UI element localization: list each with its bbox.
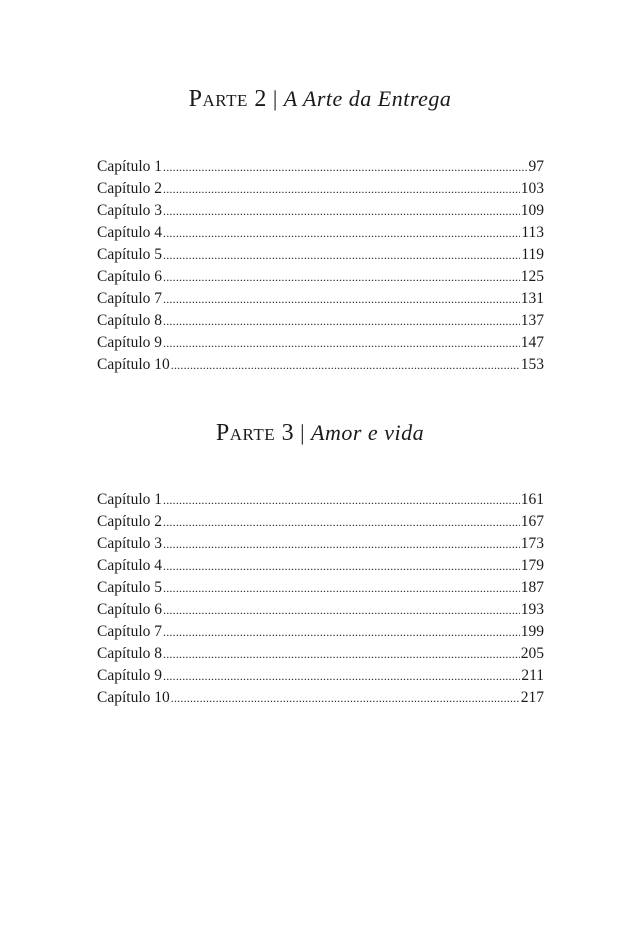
page-number: 113 xyxy=(521,224,544,241)
chapter-name: Capítulo 8 xyxy=(97,645,163,662)
dot-leader xyxy=(163,665,520,687)
page-number: 193 xyxy=(520,601,544,618)
dot-leader xyxy=(163,178,520,200)
toc-entry xyxy=(97,621,544,643)
chapter-name: Capítulo 6 xyxy=(97,268,163,285)
toc-entry xyxy=(97,244,544,266)
page-number: 161 xyxy=(520,491,544,508)
page-number: 103 xyxy=(520,180,544,197)
part-2-contents xyxy=(97,156,544,376)
part-subtitle: Amor e vida xyxy=(311,420,425,445)
dot-leader xyxy=(163,599,520,621)
toc-entry xyxy=(97,156,544,178)
dot-leader xyxy=(163,266,520,288)
part-label: Parte 3 xyxy=(215,420,295,446)
dot-leader xyxy=(163,222,520,244)
dot-leader xyxy=(163,621,520,643)
page-number: 109 xyxy=(520,202,544,219)
dot-leader xyxy=(163,511,520,533)
part-3-contents xyxy=(97,489,544,709)
part-label: Parte 2 xyxy=(188,86,267,112)
toc-entry xyxy=(97,599,544,621)
page-number: 179 xyxy=(520,557,544,574)
chapter-name: Capítulo 1 xyxy=(97,491,163,508)
chapter-name: Capítulo 3 xyxy=(97,202,163,219)
dot-leader xyxy=(163,288,520,310)
toc-entry xyxy=(97,200,544,222)
chapter-name: Capítulo 10 xyxy=(97,689,170,706)
toc-entry xyxy=(97,687,544,709)
dot-leader xyxy=(163,332,520,354)
toc-entry xyxy=(97,665,544,687)
chapter-name: Capítulo 9 xyxy=(97,334,163,351)
toc-entry xyxy=(97,511,544,533)
chapter-name: Capítulo 2 xyxy=(97,180,163,197)
toc-entry xyxy=(97,310,544,332)
page-number: 137 xyxy=(520,312,544,329)
toc-entry xyxy=(97,288,544,310)
chapter-name: Capítulo 2 xyxy=(97,513,163,530)
dot-leader xyxy=(163,533,520,555)
chapter-name: Capítulo 5 xyxy=(97,579,163,596)
dot-leader xyxy=(163,577,520,599)
part-subtitle: A Arte da Entrega xyxy=(283,86,452,111)
part-separator: | xyxy=(272,86,278,111)
dot-leader xyxy=(163,244,520,266)
page-number: 131 xyxy=(520,290,544,307)
toc-entry xyxy=(97,332,544,354)
dot-leader xyxy=(171,687,520,709)
toc-entry xyxy=(97,555,544,577)
toc-entry xyxy=(97,533,544,555)
page-number: 167 xyxy=(520,513,544,530)
chapter-name: Capítulo 7 xyxy=(97,290,163,307)
dot-leader xyxy=(163,555,520,577)
page-number: 125 xyxy=(520,268,544,285)
chapter-name: Capítulo 6 xyxy=(97,601,163,618)
page-number: 205 xyxy=(520,645,544,662)
chapter-name: Capítulo 7 xyxy=(97,623,163,640)
chapter-name: Capítulo 3 xyxy=(97,535,163,552)
toc-entry xyxy=(97,489,544,511)
toc-entry xyxy=(97,577,544,599)
toc-entry xyxy=(97,178,544,200)
chapter-name: Capítulo 5 xyxy=(97,246,163,263)
part-separator: | xyxy=(300,420,306,445)
page-number: 199 xyxy=(520,623,544,640)
dot-leader xyxy=(163,310,520,332)
chapter-name: Capítulo 4 xyxy=(97,557,163,574)
page-number: 119 xyxy=(521,246,544,263)
page-number: 211 xyxy=(521,667,544,684)
toc-entry xyxy=(97,354,544,376)
toc-entry xyxy=(97,643,544,665)
page-number: 97 xyxy=(528,158,544,175)
page-number: 187 xyxy=(520,579,544,596)
dot-leader xyxy=(171,354,520,376)
page-number: 217 xyxy=(520,689,544,706)
dot-leader xyxy=(163,489,520,511)
page-number: 173 xyxy=(520,535,544,552)
chapter-name: Capítulo 10 xyxy=(97,356,170,373)
chapter-name: Capítulo 8 xyxy=(97,312,163,329)
chapter-name: Capítulo 4 xyxy=(97,224,163,241)
page-number: 153 xyxy=(520,356,544,373)
part-3-title xyxy=(0,420,640,447)
toc-entry xyxy=(97,222,544,244)
chapter-name: Capítulo 9 xyxy=(97,667,163,684)
dot-leader xyxy=(163,200,520,222)
dot-leader xyxy=(163,156,527,178)
chapter-name: Capítulo 1 xyxy=(97,158,163,175)
dot-leader xyxy=(163,643,520,665)
page-number: 147 xyxy=(520,334,544,351)
part-2-title xyxy=(0,86,640,113)
toc-entry xyxy=(97,266,544,288)
